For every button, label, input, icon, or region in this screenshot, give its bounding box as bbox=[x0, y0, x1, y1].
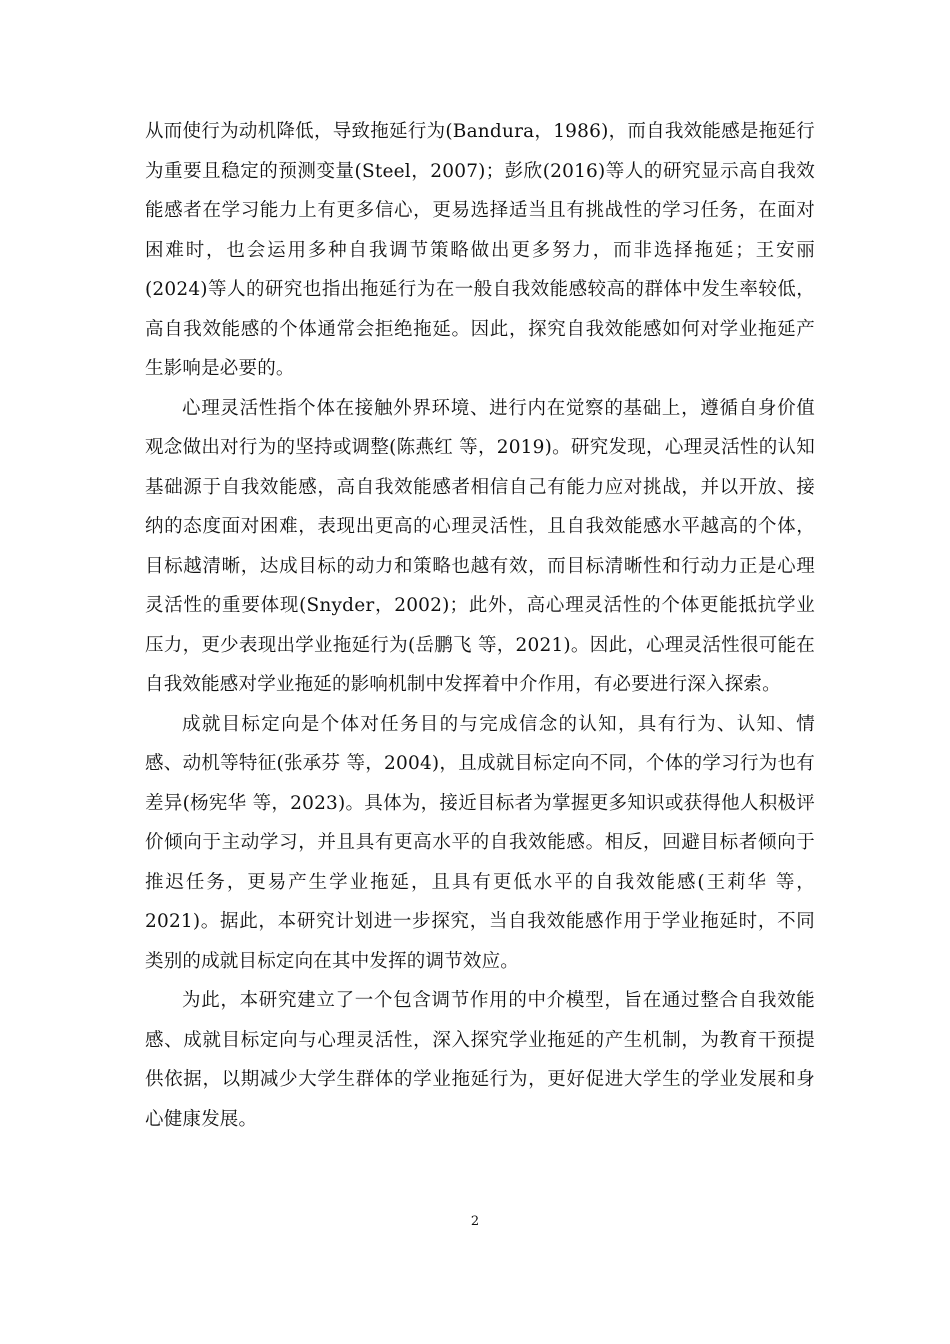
page-number: 2 bbox=[470, 1214, 480, 1229]
paragraph-research-model: 为此，本研究建立了一个包含调节作用的中介模型，旨在通过整合自我效能感、成就目标定向与心理灵活性，深入探究学业拖延的产生机制，为教育干预提供依据，以期减少大学生群体的学业拖延行为，更好促进大学生的学业发展和身心健康发展。 bbox=[145, 990, 815, 1130]
paragraph-psychological-flexibility: 心理灵活性指个体在接触外界环境、进行内在觉察的基础上，遵循自身价值观念做出对行为的坚持或调整(陈燕红 等，2019)。研究发现，心理灵活性的认知基础源于自我效能感，高自我效能感者相信自己有能力应对挑战，并以开放、接纳的态度面对困难，表现出更高的心理灵活性，且自我效能感水平越高的个体，目标越清晰，达成目标的动力和策略也越有效，而目标清晰性和行动力正是心理灵活性的重要体现(Snyder，2002)；此外，高心理灵活性的个体更能抵抗学业压力，更少表现出学业拖延行为(岳鹏飞 等，2021)。因此，心理灵活性很可能在自我效能感对学业拖延的影响机制中发挥着中介作用，有必要进行深入探索。 bbox=[145, 397, 815, 695]
paragraph-achievement-goal-orientation: 成就目标定向是个体对任务目的与完成信念的认知，具有行为、认知、情感、动机等特征(张承芬 等，2004)，且成就目标定向不同，个体的学习行为也有差异(杨宪华 等，2023)。具体为，接近目标者为掌握更多知识或获得他人积极评价倾向于主动学习，并且具有更高水平的自我效能感。相反，回避目标者倾向于推迟任务，更易产生学业拖延，且具有更低水平的自我效能感(王莉华 等，2021)。据此，本研究计划进一步探究，当自我效能感作用于学业拖延时，不同类别的成就目标定向在其中发挥的调节效应。 bbox=[145, 713, 815, 972]
body-text bbox=[145, 112, 815, 1139]
paragraph-continuation: 从而使行为动机降低，导致拖延行为(Bandura，1986)，而自我效能感是拖延行为重要且稳定的预测变量(Steel，2007)；彭欣(2016)等人的研究显示高自我效能感者在学习能力上有更多信心，更易选择适当且有挑战性的学习任务，在面对困难时，也会运用多种自我调节策略做出更多努力，而非选择拖延；王安丽(2024)等人的研究也指出拖延行为在一般自我效能感较高的群体中发生率较低，高自我效能感的个体通常会拒绝拖延。因此，探究自我效能感如何对学业拖延产生影响是必要的。 bbox=[145, 121, 815, 379]
